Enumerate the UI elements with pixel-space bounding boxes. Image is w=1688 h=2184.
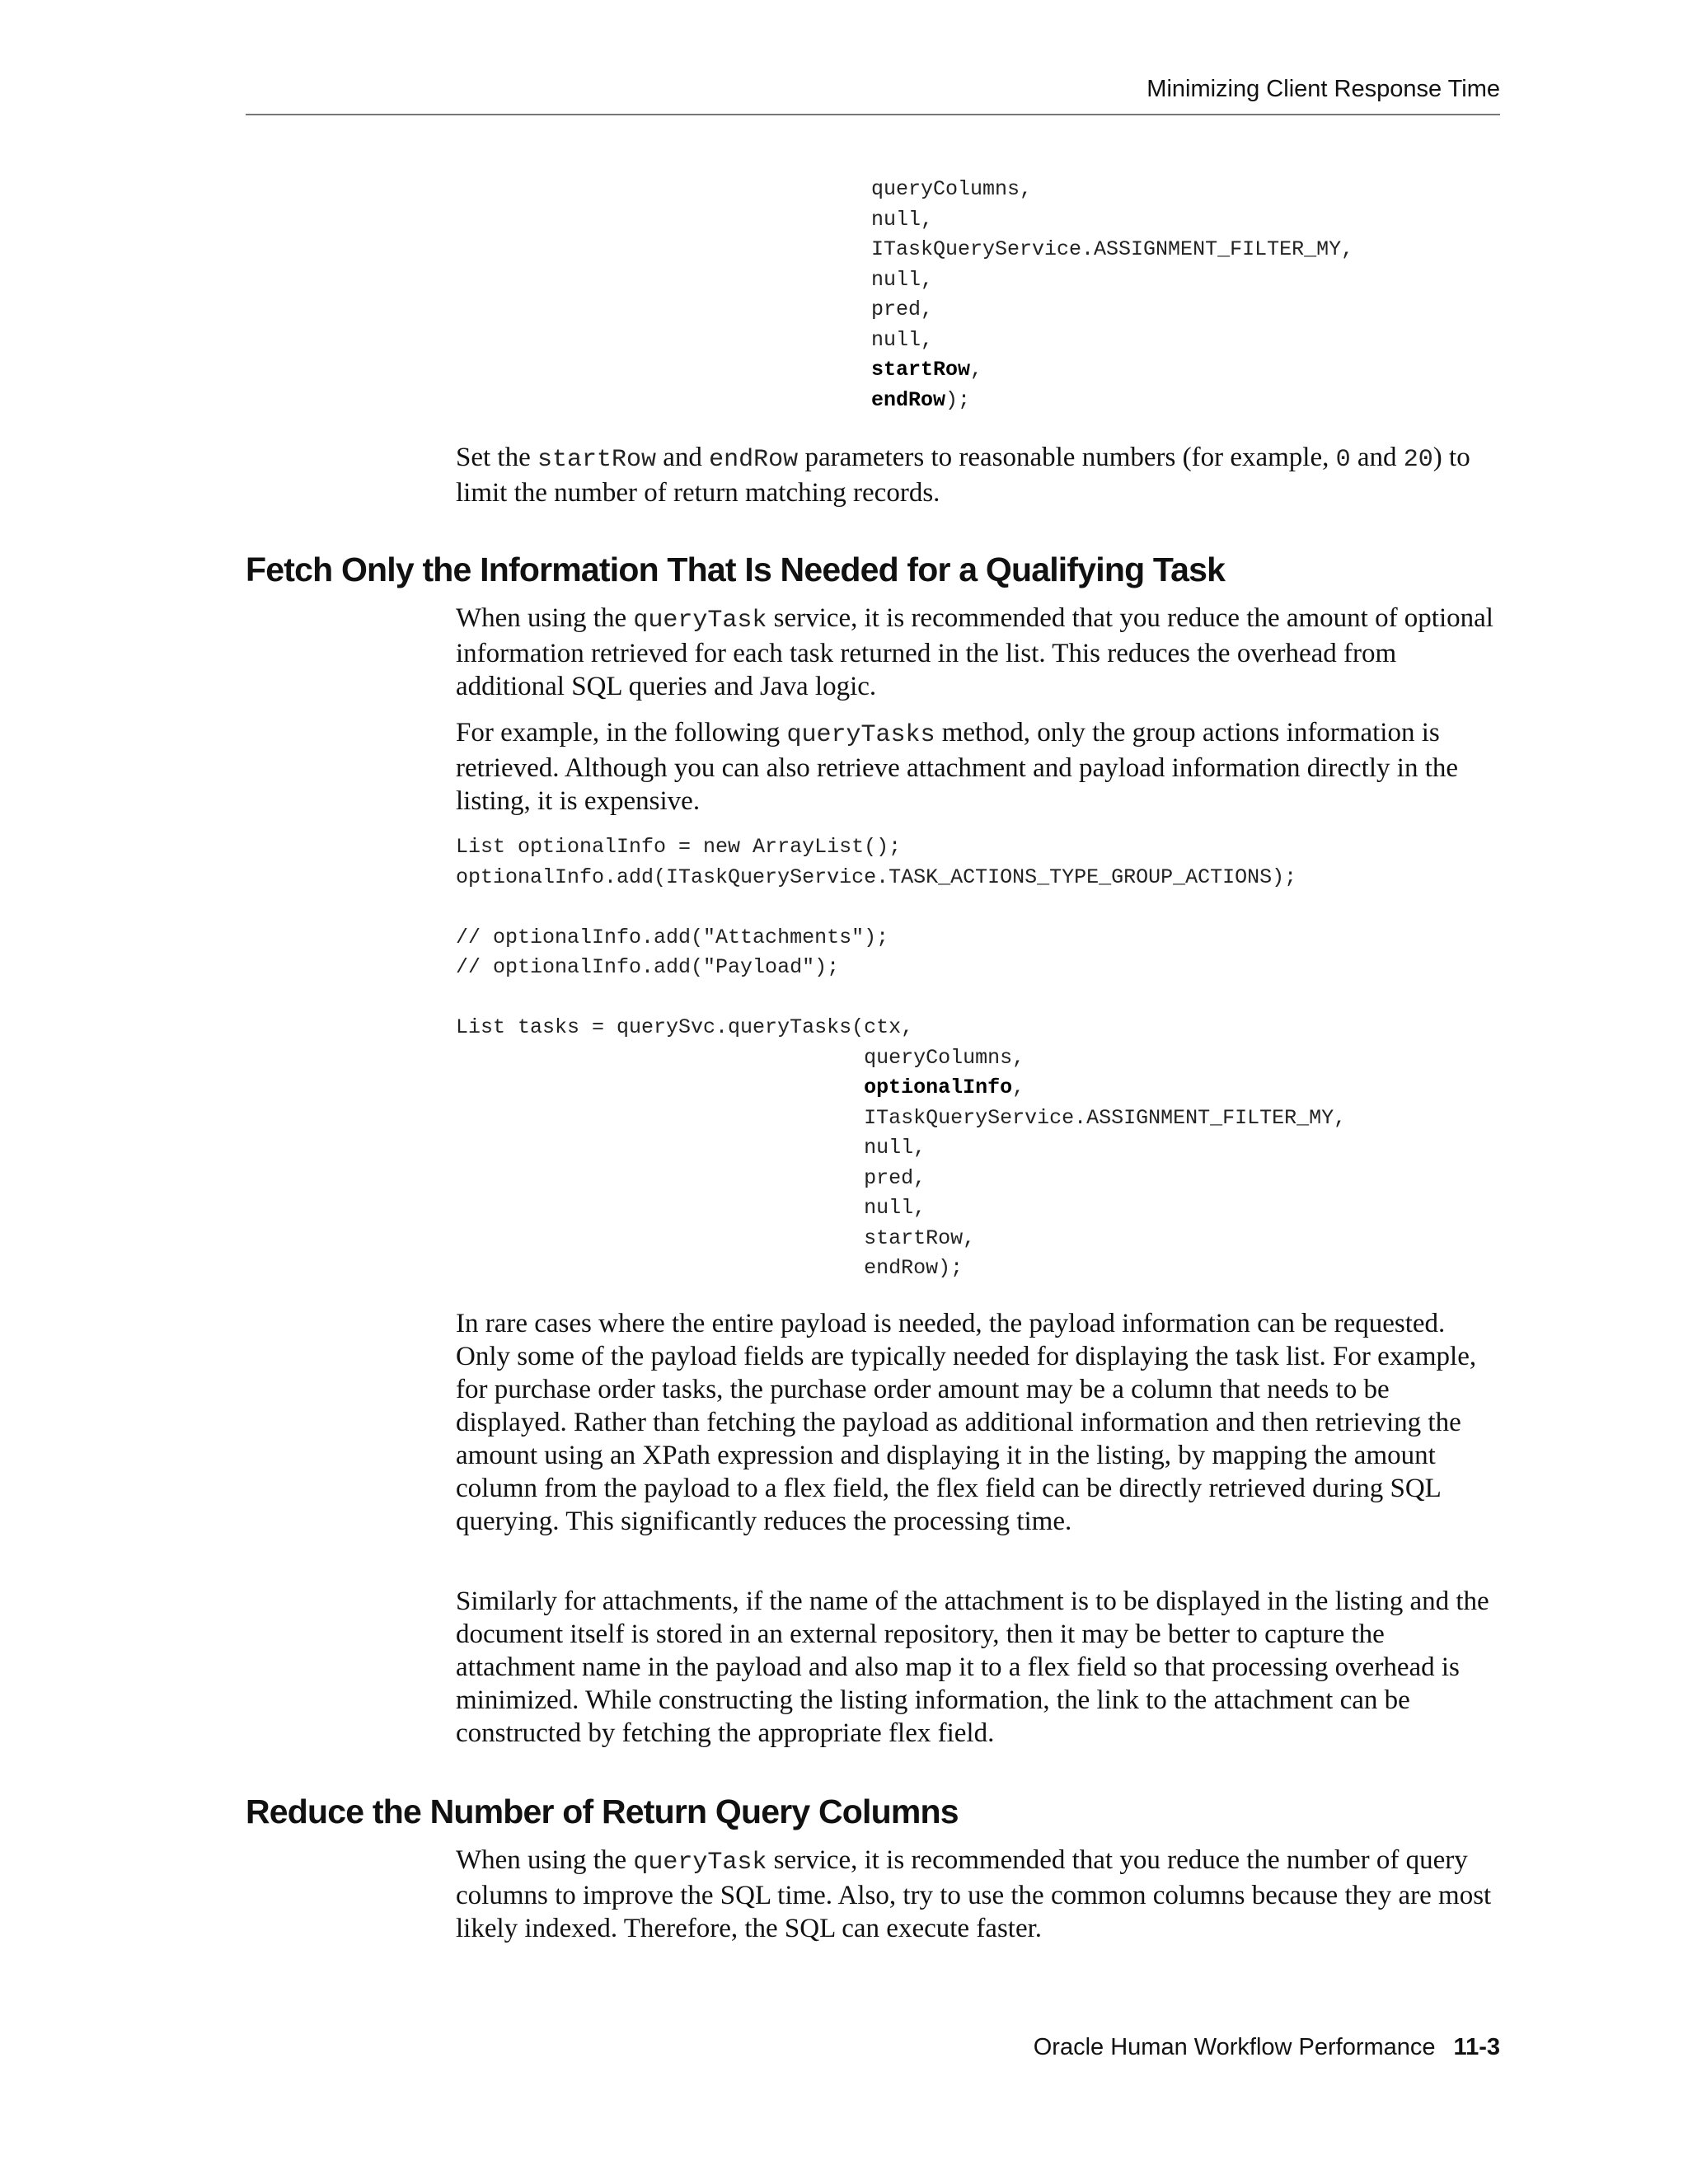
- code-punct: ,: [1012, 1076, 1025, 1099]
- code-line: endRow);: [864, 1256, 964, 1280]
- section-heading-fetch-info: Fetch Only the Information That Is Needed for a Qualifying Task: [246, 551, 1226, 588]
- code-block-optional-info: [456, 832, 1346, 1284]
- code-line: List optionalInfo = new ArrayList();: [456, 835, 902, 859]
- code-line: List tasks = querySvc.queryTasks(ctx,: [456, 1015, 914, 1039]
- inline-code: 0: [1335, 446, 1351, 474]
- inline-code: queryTask: [633, 607, 767, 635]
- code-punct: );: [945, 387, 971, 412]
- paragraph-querytasks-example: For example, in the following queryTasks method, only the group actions information is retrieved. Although you can also retrieve attachment and payload information directly in the listing, it is expensive.: [456, 718, 1459, 816]
- code-line: ITaskQueryService.ASSIGNMENT_FILTER_MY,: [864, 1105, 1347, 1130]
- page-number: 11-3: [1453, 2034, 1500, 2060]
- paragraph-reduce-query-columns: When using the queryTask service, it is recommended that you reduce the number of query columns to improve the SQL time. Also, try to use the common columns because they are most likely indexed. Therefore, the SQL can execute faster.: [456, 1845, 1492, 1943]
- inline-code: 20: [1403, 446, 1433, 474]
- paragraph-row-limits: Set the startRow and endRow parameters to reasonable numbers (for example, 0 and 20) to limit the number of return matching records.: [456, 443, 1470, 508]
- page-footer: [1034, 2034, 1500, 2061]
- running-header-title: Minimizing Client Response Time: [1146, 76, 1500, 102]
- code-line: null,: [871, 267, 934, 292]
- code-line: // optionalInfo.add("Attachments");: [456, 925, 889, 949]
- code-bold-optionalinfo: optionalInfo: [864, 1076, 1013, 1099]
- code-line: startRow,: [864, 1226, 976, 1250]
- code-bold-endrow: endRow: [871, 387, 946, 412]
- section-heading-reduce-columns: Reduce the Number of Return Query Columns: [246, 1793, 959, 1830]
- inline-code: endRow: [709, 446, 799, 474]
- inline-code: queryTask: [633, 1849, 767, 1877]
- inline-code: queryTasks: [786, 721, 935, 749]
- code-line: queryColumns,: [871, 177, 1033, 201]
- paragraph-payload-flex-field: In rare cases where the entire payload is needed, the payload information can be requested. Only some of the payload fields are typically needed for displaying the task list. For example, for purchase order tasks, the purchase order amount may be a column that needs to be displayed. Rather than fetching the payload as additional information and then retrieving the amount using an XPath expression and displaying it in the listing, by mapping the amount column from the payload to a flex field, the flex field can be directly retrieved during SQL querying. This significantly reduces the processing time.: [456, 1309, 1477, 1536]
- code-line: // optionalInfo.add("Payload");: [456, 955, 840, 979]
- code-line: pred,: [864, 1165, 926, 1190]
- code-block-query-args: [871, 175, 1353, 415]
- header-rule: [246, 114, 1500, 115]
- code-line: pred,: [871, 298, 934, 321]
- code-line: optionalInfo.add(ITaskQueryService.TASK_ACTIONS_TYPE_GROUP_ACTIONS);: [456, 865, 1297, 889]
- code-line: null,: [864, 1136, 926, 1160]
- code-punct: ,: [970, 358, 983, 382]
- inline-code: startRow: [537, 446, 657, 474]
- code-bold-startrow: startRow: [871, 358, 971, 382]
- footer-book-title: Oracle Human Workflow Performance: [1033, 2034, 1436, 2060]
- code-line: null,: [864, 1196, 926, 1220]
- code-line: null,: [871, 207, 934, 232]
- code-line: ITaskQueryService.ASSIGNMENT_FILTER_MY,: [871, 237, 1354, 261]
- code-line: null,: [871, 327, 934, 352]
- code-line: queryColumns,: [864, 1045, 1025, 1070]
- paragraph-attachments: Similarly for attachments, if the name of the attachment is to be displayed in the listing and the document itself is stored in an external repository, then it may be better to capture the attachment name in the payload and also map it to a flex field so that processing overhead is minimized. While constructing the listing information, the link to the attachment can be constructed by fetching the appropriate flex field.: [456, 1586, 1489, 1748]
- paragraph-querytask-optional-info: When using the queryTask service, it is recommended that you reduce the amount of optional information retrieved for each task returned in the list. This reduces the overhead from additional SQL queries and Java logic.: [456, 603, 1493, 701]
